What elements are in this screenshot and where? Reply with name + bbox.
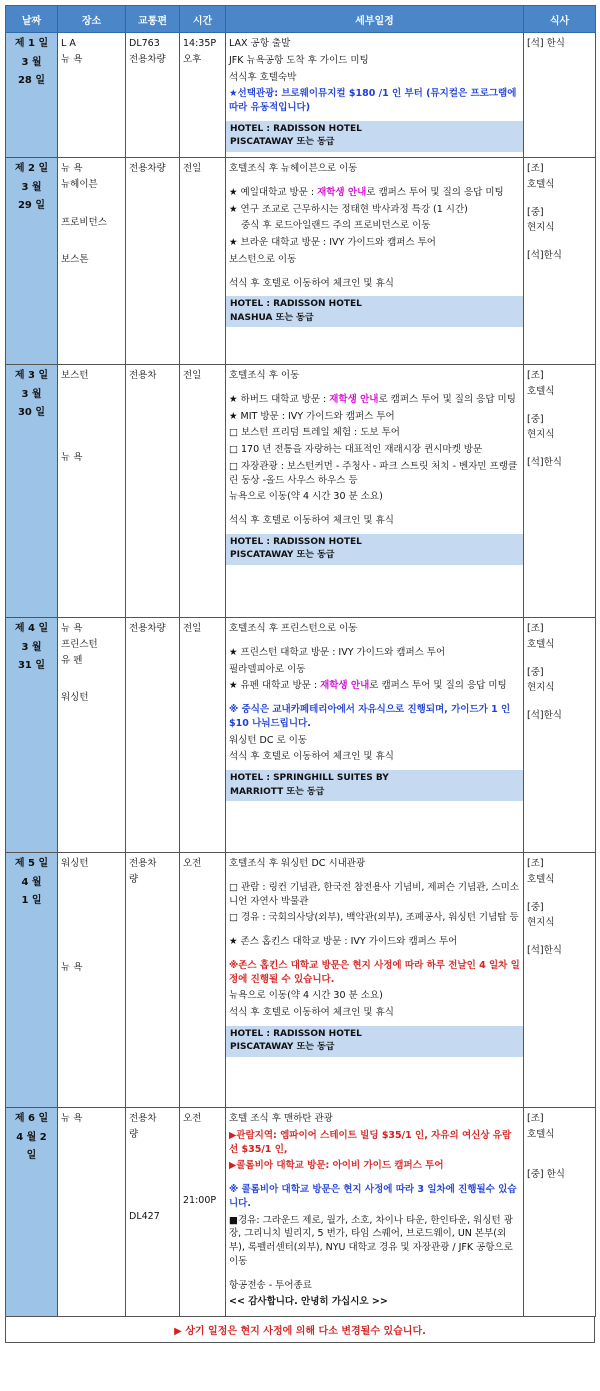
detail-line: [229, 1214, 520, 1269]
detail-line: [229, 911, 520, 925]
detail-line: [229, 1279, 520, 1293]
detail-text: ★ 유펜 대학교 방문 :: [229, 680, 318, 692]
meal-text: [석]한식: [527, 945, 562, 957]
day-text: 제 5 일: [14, 858, 49, 869]
meal-text: [중]: [527, 901, 544, 913]
detail-line: [229, 186, 520, 200]
detail-line: [229, 426, 520, 440]
detail-text-tail: 로 캠퍼스 투어 및 질의 응답 미팅: [369, 680, 507, 692]
detail-text: ★ 예일대학교 방문 :: [229, 186, 315, 198]
detail-line: [229, 750, 520, 764]
day-text: 28 일: [17, 75, 46, 86]
day-text: 3 월: [21, 56, 42, 68]
time-cell: [180, 853, 226, 1108]
meal-text: [중] 한식: [527, 1168, 565, 1180]
details-cell: [226, 853, 524, 1108]
detail-text: LAX 공항 출발: [229, 38, 291, 49]
detail-text: 워싱턴 DC 로 이동: [229, 734, 308, 746]
day-label: [6, 158, 58, 365]
place-name: 뉴 욕: [61, 961, 83, 973]
time-cell: [180, 33, 226, 158]
transport-text: [129, 1144, 176, 1164]
detail-text: 호텔 조식 후 맨하탄 관광: [229, 1113, 333, 1124]
detail-text: ※존스 홉킨스 대학교 방문은 현지 사정에 따라 하루 전날인 4 일차 일정에 진행될 수 있습니다.: [229, 959, 520, 985]
detail-line: [229, 857, 520, 871]
detail-text: ■경유: 그라운드 제로, 월가, 소호, 차이나 타운, 한인타운, 워싱턴 광장, 그리니치 빌리지, 5 번가, 타임 스퀘어, 브로드웨이, UN 본부(외부), 록펠러센터(외부), NYU 대학교 경유 및 자장관광 / JFK 공항으로 이동: [229, 1214, 513, 1267]
meal-text: 현지식: [527, 682, 555, 694]
detail-line: [229, 87, 520, 115]
footer-note: ▶ 상기 일정은 현지 사정에 의해 다소 변경될수 있습니다.: [5, 1317, 595, 1343]
detail-line: [229, 37, 520, 51]
detail-line: [229, 646, 520, 660]
detail-text: 호텔조식 후 뉴헤이븐으로 이동: [229, 163, 358, 174]
detail-text: ▶콜롬비아 대학교 방문: 아이비 가이드 캠퍼스 투어: [229, 1160, 444, 1172]
detail-line: [229, 277, 520, 291]
place-cell: [58, 853, 126, 1108]
day-row: [6, 618, 596, 853]
day-text: 제 4 일: [14, 623, 49, 634]
detail-line: [229, 490, 520, 504]
detail-line: [229, 1183, 520, 1211]
meal-text: 호텔식: [527, 385, 555, 397]
transport-text: 전용차: [129, 1113, 157, 1124]
meals-cell: [524, 1108, 596, 1317]
day-text: 4 월: [21, 876, 42, 888]
hotel-line: HOTEL : SPRINGHILL SUITES BY: [230, 773, 389, 784]
detail-text: □ 170 년 전통을 자랑하는 대표적인 재래시장 퀸시마켓 방문: [229, 444, 483, 456]
detail-text: ★ 하버드 대학교 방문 :: [229, 393, 327, 405]
place-name: 뉴헤이븐: [61, 178, 98, 190]
detail-line: [229, 663, 520, 677]
hotel-info: [226, 534, 523, 565]
detail-text: 석식후 호텔숙박: [229, 71, 297, 83]
details-cell: [226, 33, 524, 158]
detail-line: [229, 1159, 520, 1173]
detail-text: ★ 프린스턴 대학교 방문 : IVY 가이드와 캠퍼스 투어: [229, 646, 446, 658]
detail-line: [229, 514, 520, 528]
details-cell: [226, 618, 524, 853]
detail-text: ★ 연구 조교로 근무하시는 정태현 박사과정 특강 (1 시간): [229, 203, 468, 215]
place-name: [61, 895, 122, 915]
detail-line: [229, 460, 520, 488]
day-text: 제 2 일: [14, 163, 49, 174]
detail-text: ※ 콜롬비아 대학교 방문은 현지 사정에 따라 3 일차에 진행될수 있습니다.: [229, 1184, 517, 1209]
place-cell: [58, 33, 126, 158]
detail-text: 석식 후 호텔로 이동하여 체크인 및 휴식: [229, 1007, 394, 1019]
time-text: [183, 1172, 222, 1192]
day-text: 3 월: [21, 181, 42, 193]
student-guide-highlight: 재학생 안내: [320, 680, 370, 692]
place-name: 뉴 욕: [61, 53, 83, 65]
meal-text: [중]: [527, 666, 544, 678]
place-name: [61, 917, 122, 937]
hotel-line: PISCATAWAY 또는 동급: [230, 1042, 335, 1053]
place-name: [61, 873, 122, 893]
meal-text: [중]: [527, 413, 544, 425]
day-text: 31 일: [17, 660, 46, 671]
detail-text: ★선택관광: 브로웨이뮤지컬 $180 /1 인 부터 (뮤지컬은 프로그램에따라 유동적입니다): [229, 88, 517, 114]
detail-text: 뉴욕으로 이동(약 4 시간 30 분 소요): [229, 990, 383, 1002]
hotel-line: PISCATAWAY 또는 동급: [230, 137, 335, 148]
meals-cell: [524, 158, 596, 365]
student-guide-highlight: 재학생 안내: [329, 393, 379, 405]
detail-line: [229, 410, 520, 424]
detail-line: [229, 1006, 520, 1020]
header-date: 날짜: [6, 6, 58, 33]
detail-line: [229, 959, 520, 987]
hotel-line: MARRIOTT 또는 동급: [230, 786, 325, 797]
place-name: 뉴 욕: [61, 1113, 83, 1124]
detail-text: □ 경유 : 국회의사당(외부), 백악관(외부), 조폐공사, 워싱턴 기념탑 등: [229, 912, 519, 924]
transport-cell: [126, 1108, 180, 1317]
day-text: 29 일: [17, 200, 46, 211]
meal-text: [527, 1156, 592, 1166]
hotel-line: HOTEL : RADISSON HOTEL: [230, 536, 362, 547]
header-transport: 교통편: [126, 6, 180, 33]
place-name: 유 펜: [61, 654, 83, 666]
detail-text: 호텔조식 후 이동: [229, 370, 300, 381]
detail-line: [229, 679, 520, 693]
place-name: 프로비던스: [61, 216, 107, 228]
transport-text: 전용차: [129, 858, 157, 869]
meal-text: 호텔식: [527, 1128, 555, 1140]
time-text: [183, 1128, 222, 1148]
transport-text: 전용차: [129, 370, 157, 381]
transport-cell: [126, 33, 180, 158]
itinerary-sheet: [5, 5, 595, 1343]
transport-text: DL427: [129, 1210, 160, 1222]
meal-text: [조]: [527, 623, 544, 634]
day-label: [6, 365, 58, 618]
detail-line: [229, 219, 520, 233]
detail-line: [229, 734, 520, 748]
detail-line: [229, 989, 520, 1003]
meal-text: 호텔식: [527, 178, 555, 190]
transport-text: 량: [129, 873, 139, 885]
day-text: 제 6 일: [14, 1113, 49, 1124]
detail-text: 호텔조식 후 워싱턴 DC 시내관광: [229, 858, 366, 869]
day-text: 4 월 2: [16, 1131, 47, 1143]
header-meals: 식사: [524, 6, 596, 33]
place-name: 뉴 욕: [61, 623, 83, 634]
header-row: [6, 6, 596, 33]
time-text: [183, 1150, 222, 1170]
day-text: 30 일: [17, 407, 46, 418]
time-cell: [180, 365, 226, 618]
place-cell: [58, 1108, 126, 1317]
hotel-line: HOTEL : RADISSON HOTEL: [230, 123, 362, 134]
detail-line: [229, 54, 520, 68]
detail-text: □ 보스턴 프리덤 트레일 체험 : 도보 투어: [229, 427, 400, 439]
itinerary-table: [5, 5, 596, 1317]
details-cell: [226, 365, 524, 618]
meal-text: 현지식: [527, 429, 555, 441]
meal-text: [석]한식: [527, 457, 562, 469]
transport-text: DL763: [129, 38, 160, 49]
detail-text: 필라델피아로 이동: [229, 663, 306, 675]
detail-text: ※ 중식은 교내카페테리아에서 자유식으로 진행되며, 가이드가 1 인 $10 나눠드립니다.: [229, 704, 511, 729]
transport-cell: [126, 365, 180, 618]
meal-text: [석]한식: [527, 250, 562, 262]
transport-text: 량: [129, 1128, 139, 1140]
place-name: 워싱턴: [61, 692, 89, 704]
detail-text: 석식 후 호텔로 이동하여 체크인 및 휴식: [229, 277, 394, 289]
place-name: [61, 429, 122, 449]
detail-text: << 감사합니다. 안녕히 가십시오 >>: [229, 1296, 388, 1308]
place-name: 뉴 욕: [61, 451, 83, 463]
hotel-line: HOTEL : RADISSON HOTEL: [230, 299, 362, 310]
meal-text: 현지식: [527, 222, 555, 234]
day-text: 3 월: [21, 641, 42, 653]
meal-text: [조]: [527, 858, 544, 869]
day-row: [6, 853, 596, 1108]
detail-text: ★ 존스 홉킨스 대학교 방문 : IVY 가이드와 캠퍼스 투어: [229, 936, 458, 948]
detail-text: ▶관람지역: 엠파이어 스테이트 빌딩 $35/1 인, 자유의 여신상 유람선 $35/1 인,: [229, 1129, 512, 1155]
place-name: [61, 939, 122, 959]
place-name: [61, 385, 122, 405]
time-cell: [180, 618, 226, 853]
detail-line: [229, 162, 520, 176]
hotel-info: [226, 121, 523, 152]
meal-text: [조]: [527, 163, 544, 174]
detail-text: ★ MIT 방문 : IVY 가이드와 캠퍼스 투어: [229, 410, 395, 422]
time-text: 오전: [183, 1113, 202, 1124]
hotel-info: [226, 1026, 523, 1057]
transport-text: 전용차량: [129, 163, 166, 174]
meals-cell: [524, 33, 596, 158]
detail-line: [229, 443, 520, 457]
detail-text: □ 자장관광 : 보스턴커먼 - 주청사 - 파크 스트릿 처치 - 벤자민 프랭클린 동상 -올드 사우스 하우스 등: [229, 460, 518, 486]
hotel-line: NASHUA 또는 동급: [230, 312, 314, 323]
hotel-info: [226, 296, 523, 327]
meal-text: 호텔식: [527, 638, 555, 650]
time-cell: [180, 1108, 226, 1317]
detail-line: [229, 253, 520, 267]
place-name: [61, 669, 122, 689]
detail-text: 뉴욕으로 이동(약 4 시간 30 분 소요): [229, 491, 383, 503]
detail-line: [229, 1112, 520, 1126]
detail-line: [229, 71, 520, 85]
meal-text: 호텔식: [527, 873, 555, 885]
details-cell: [226, 1108, 524, 1317]
meals-cell: [524, 365, 596, 618]
time-text: 오전: [183, 858, 202, 869]
detail-line: [229, 236, 520, 250]
detail-line: [229, 881, 520, 909]
place-name: L A: [61, 38, 76, 49]
time-text: 전일: [183, 163, 202, 174]
transport-cell: [126, 853, 180, 1108]
meal-text: [석] 한식: [527, 38, 565, 49]
place-name: 보스턴: [61, 370, 89, 381]
detail-text: □ 관람 : 링컨 기념관, 한국전 참전용사 기념비, 제퍼슨 기념관, 스미소니언 자연사 박물관: [229, 881, 520, 907]
meal-text: [석]한식: [527, 710, 562, 722]
detail-text-tail: 로 캠퍼스 투어 및 질의 응답 미팅: [366, 186, 504, 198]
place-cell: [58, 618, 126, 853]
time-cell: [180, 158, 226, 365]
detail-text: 항공전송 - 투어종료: [229, 1279, 312, 1291]
place-name: 프린스턴: [61, 638, 98, 650]
detail-text: 석식 후 호텔로 이동하여 체크인 및 휴식: [229, 515, 394, 527]
meal-text: [중]: [527, 206, 544, 218]
transport-text: 전용차량: [129, 623, 166, 634]
hotel-info: [226, 770, 523, 801]
detail-line: [229, 1295, 520, 1309]
detail-text: 석식 후 호텔로 이동하여 체크인 및 휴식: [229, 751, 394, 763]
detail-text: ★ 브라운 대학교 방문 : IVY 가이드와 캠퍼스 투어: [229, 237, 436, 249]
place-name: [61, 194, 122, 214]
detail-text: 호텔조식 후 프린스턴으로 이동: [229, 623, 358, 634]
details-cell: [226, 158, 524, 365]
place-name: 워싱턴: [61, 858, 89, 869]
day-text: 3 월: [21, 388, 42, 400]
detail-line: [229, 203, 520, 217]
header-time: 시간: [180, 6, 226, 33]
detail-line: [229, 935, 520, 949]
day-label: [6, 1108, 58, 1317]
day-label: [6, 853, 58, 1108]
detail-line: [229, 1129, 520, 1157]
transport-cell: [126, 618, 180, 853]
time-text: 전일: [183, 370, 202, 381]
day-row: [6, 365, 596, 618]
header-details: 세부일정: [226, 6, 524, 33]
place-cell: [58, 365, 126, 618]
hotel-line: HOTEL : RADISSON HOTEL: [230, 1028, 362, 1039]
detail-line: [229, 622, 520, 636]
day-text: 1 일: [21, 895, 42, 906]
day-row: [6, 1108, 596, 1317]
place-name: 뉴 욕: [61, 163, 83, 174]
detail-line: [229, 393, 520, 407]
day-label: [6, 33, 58, 158]
place-name: [61, 407, 122, 427]
day-text: 일: [26, 1150, 37, 1161]
student-guide-highlight: 재학생 안내: [317, 186, 367, 198]
detail-text: 중식 후 로드아일랜드 주의 프로비던스로 이동: [241, 220, 431, 232]
meal-text: [조]: [527, 370, 544, 381]
detail-line: [229, 703, 520, 731]
meals-cell: [524, 618, 596, 853]
day-label: [6, 618, 58, 853]
place-name: 보스톤: [61, 254, 89, 266]
transport-text: 전용차량: [129, 53, 166, 65]
meals-cell: [524, 853, 596, 1108]
place-cell: [58, 158, 126, 365]
detail-text: 보스턴으로 이동: [229, 253, 297, 265]
time-text: 오후: [183, 53, 202, 65]
transport-text: [129, 1188, 176, 1208]
transport-text: [129, 1166, 176, 1186]
day-text: 제 1 일: [14, 38, 49, 49]
time-text: 전일: [183, 623, 202, 634]
detail-text-tail: 로 캠퍼스 투어 및 질의 응답 미팅: [378, 393, 516, 405]
day-row: [6, 158, 596, 365]
time-text: 21:00P: [183, 1194, 217, 1206]
header-place: 장소: [58, 6, 126, 33]
time-text: 14:35P: [183, 38, 217, 49]
transport-cell: [126, 158, 180, 365]
meal-text: 현지식: [527, 917, 555, 929]
day-text: 제 3 일: [14, 370, 49, 381]
meal-text: [조]: [527, 1113, 544, 1124]
hotel-line: PISCATAWAY 또는 동급: [230, 550, 335, 561]
detail-line: [229, 369, 520, 383]
place-name: [61, 231, 122, 251]
detail-text: JFK 뉴욕공항 도착 후 가이드 미팅: [229, 54, 369, 66]
day-row: [6, 33, 596, 158]
